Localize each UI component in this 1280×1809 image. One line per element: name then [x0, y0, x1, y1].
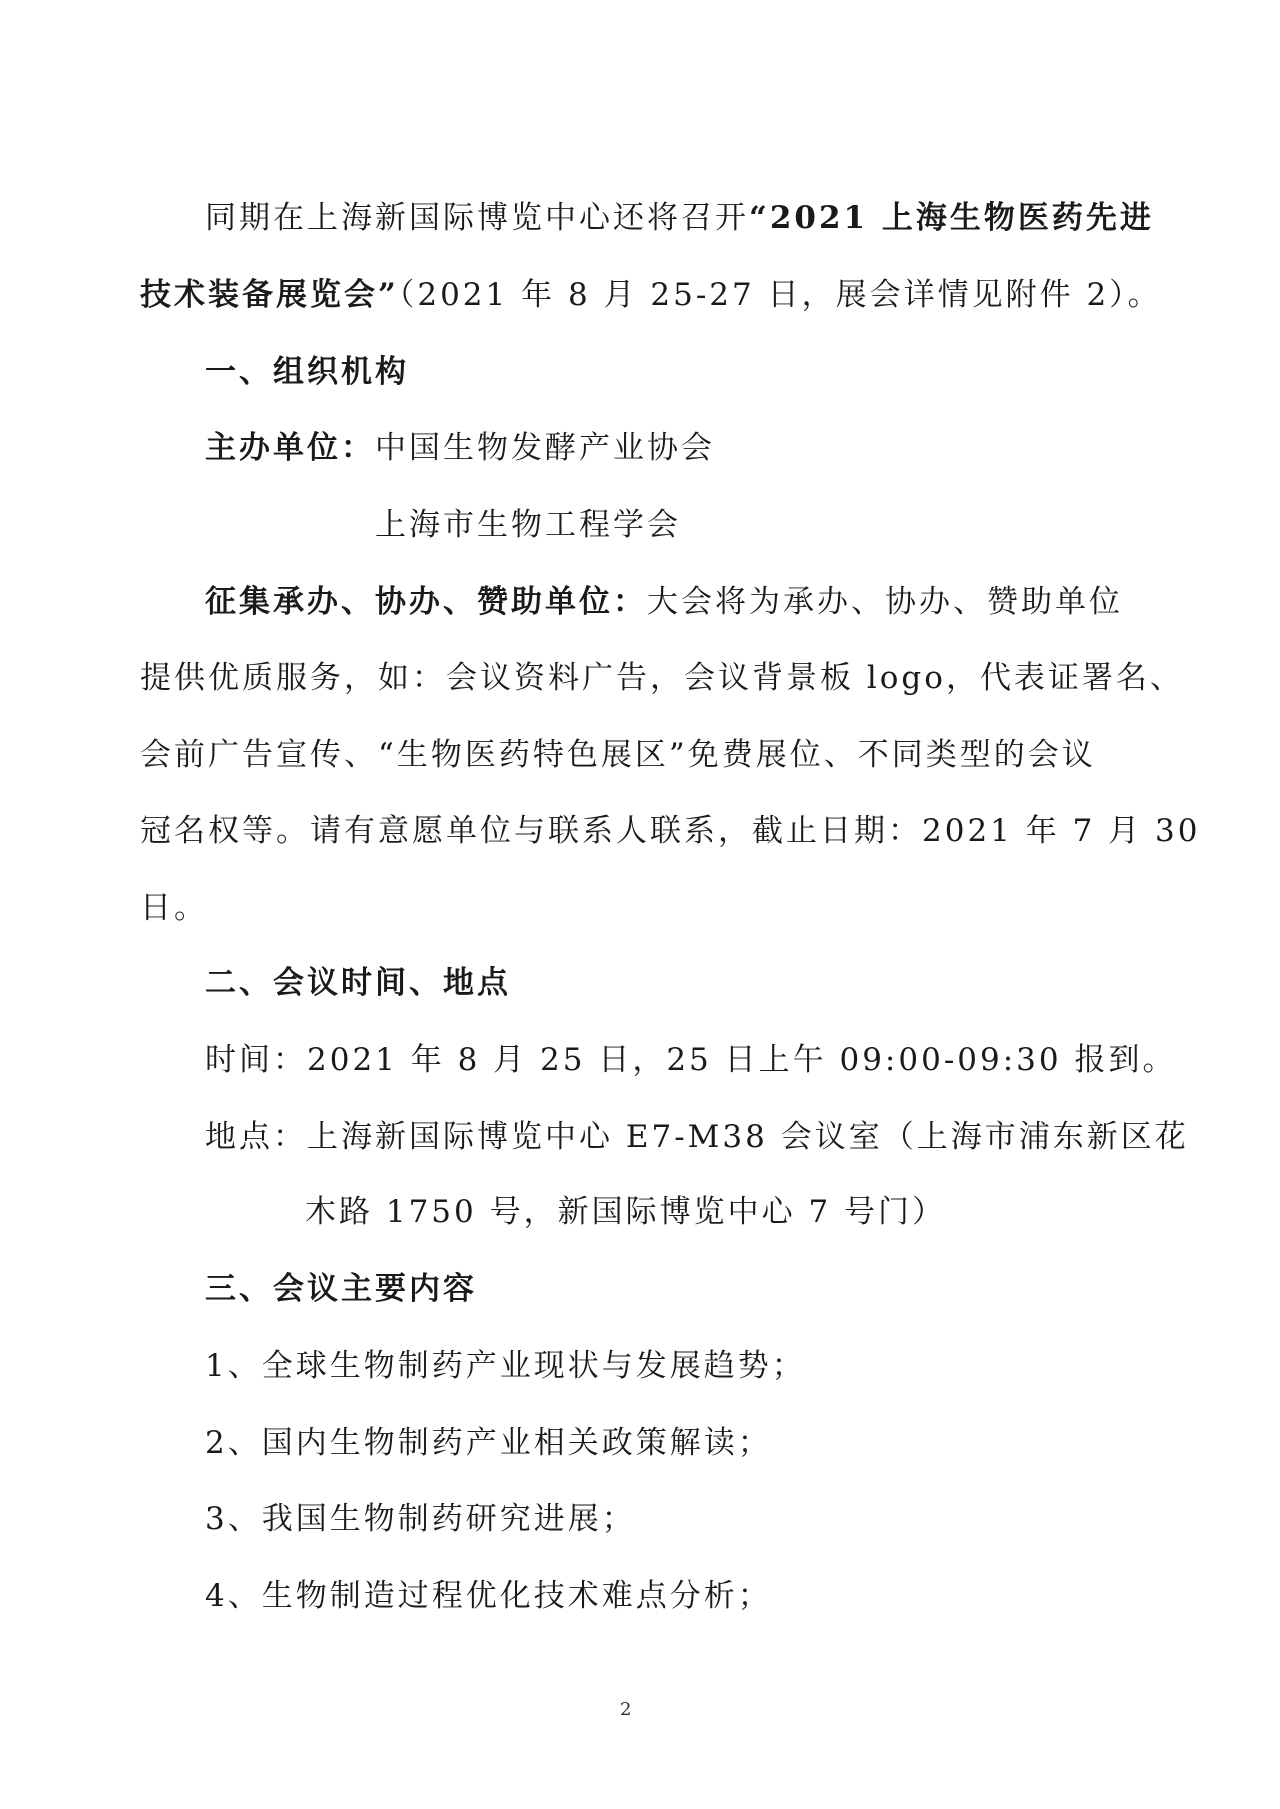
meeting-place-line-2: 木路 1750 号，新国际博览中心 7 号门） [305, 1194, 947, 1230]
page-number: 2 [620, 1699, 632, 1720]
exhibition-name-end: 技术装备展览会” [140, 277, 399, 313]
meeting-time: 时间：2021 年 8 月 25 日，25 日上午 09:00-09:30 报到。 [205, 1042, 1177, 1078]
solicit-line-1 [205, 582, 1123, 622]
host-label: 主办单位： [205, 430, 375, 466]
intro-line-2 [140, 275, 1162, 315]
content-item-4: 4、生物制造过程优化技术难点分析； [205, 1578, 772, 1614]
solicit-text-1: 大会将为承办、协办、赞助单位 [647, 584, 1123, 620]
content-item-3: 3、我国生物制药研究进展； [205, 1501, 636, 1537]
meeting-place-line-1: 地点：上海新国际博览中心 E7-M38 会议室（上海市浦东新区花 [205, 1119, 1189, 1155]
solicit-text-2: 提供优质服务，如：会议资料广告，会议背景板 logo，代表证署名、 [140, 660, 1184, 696]
section-heading-content: 三、会议主要内容 [205, 1271, 477, 1307]
solicit-text-4: 冠名权等。请有意愿单位与联系人联系，截止日期：2021 年 7 月 30 [140, 813, 1201, 849]
section-heading-organization: 一、组织机构 [205, 354, 409, 390]
solicit-label: 征集承办、协办、赞助单位： [205, 584, 647, 620]
exhibition-date: （2021 年 8 月 25-27 日，展会详情见附件 2）。 [398, 277, 1162, 313]
intro-text: 同期在上海新国际博览中心还将召开 [205, 200, 749, 236]
solicit-text-3: 会前广告宣传、“生物医药特色展区”免费展位、不同类型的会议 [140, 737, 1096, 773]
content-item-2: 2、国内生物制药产业相关政策解读； [205, 1425, 772, 1461]
host-organization-1: 中国生物发酵产业协会 [375, 430, 715, 466]
exhibition-name: “2021 上海生物医药先进 [749, 200, 1154, 236]
host-line-1 [205, 428, 715, 468]
intro-line-1 [205, 198, 1154, 238]
solicit-text-5: 日。 [140, 890, 208, 926]
host-organization-2: 上海市生物工程学会 [375, 507, 681, 543]
content-item-1: 1、全球生物制药产业现状与发展趋势； [205, 1348, 806, 1384]
section-heading-time-place: 二、会议时间、地点 [205, 965, 511, 1001]
